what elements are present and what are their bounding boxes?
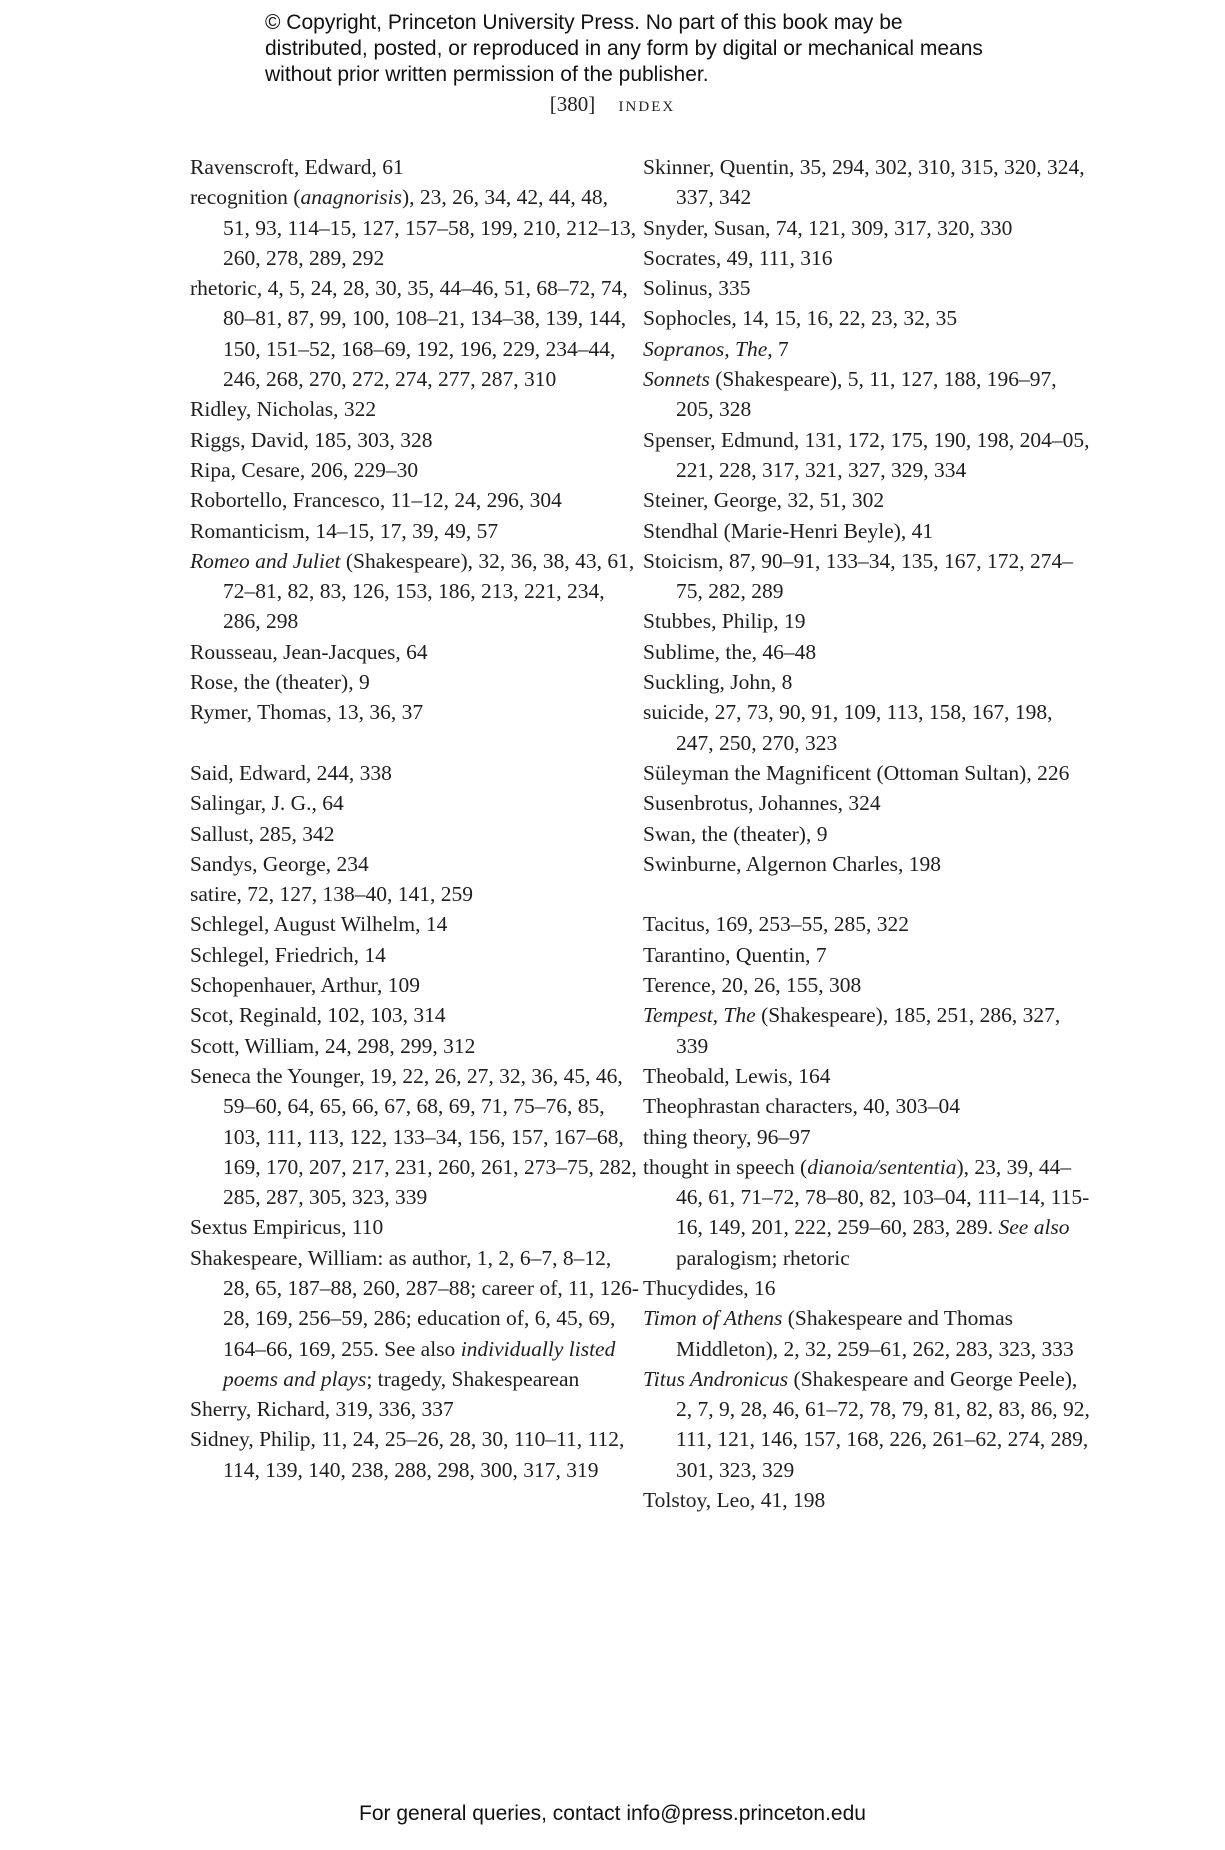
index-entry-text: (Shakespeare), 185, 251, 286, 327, 339 bbox=[676, 1003, 1061, 1058]
index-entry-text: ), 23, 26, 34, 42, 44, 48, 51, 93, 114–15, 127, 157–58, 199, 210, 212–13, 260, 278, 289, 292 bbox=[223, 185, 637, 270]
index-entry-text: Said, Edward, 244, 338 bbox=[190, 760, 392, 785]
section-title: index bbox=[618, 92, 676, 116]
index-entry-text: Stubbes, Philip, 19 bbox=[643, 609, 806, 634]
index-entry-text: Solinus, 335 bbox=[643, 276, 751, 301]
index-entry-text: Terence, 20, 26, 155, 308 bbox=[643, 973, 862, 998]
index-entry-text: paralogism; rhetoric bbox=[676, 1245, 850, 1270]
index-entry bbox=[190, 819, 640, 849]
index-entry-text: Seneca the Younger, 19, 22, 26, 27, 32, 36, 45, 46, 59–60, 64, 65, 66, 67, 68, 69, 71, 75–76, 85, 103, 111, 113, 122, 133–34, 156, 157, 167–68, 169, 170, 207, 217, 231, 260, 261, 273–75, 282, 285, 287, 305, 323, 339 bbox=[190, 1063, 637, 1210]
index-column-right bbox=[643, 152, 1093, 1515]
index-entry bbox=[190, 1000, 640, 1030]
index-entry-italic: Sopranos, The bbox=[643, 336, 768, 361]
index-entry bbox=[190, 637, 640, 667]
index-entry-text: (Shakespeare and George Peele), 2, 7, 9, 28, 46, 61–72, 78, 79, 81, 82, 83, 86, 92, 111, 121, 146, 157, 168, 226, 261–62, 274, 289, 301, 323, 329 bbox=[676, 1366, 1090, 1482]
index-entry bbox=[643, 637, 1093, 667]
index-entry-text: Sandys, George, 234 bbox=[190, 851, 369, 876]
index-entry bbox=[190, 1212, 640, 1242]
index-entry-text: satire, 72, 127, 138–40, 141, 259 bbox=[190, 882, 474, 907]
index-entry-text: Sallust, 285, 342 bbox=[190, 821, 335, 846]
index-entry-text: Swan, the (theater), 9 bbox=[643, 821, 828, 846]
index-entry bbox=[190, 788, 640, 818]
index-entry-text: (Shakespeare), 5, 11, 127, 188, 196–97, 205, 328 bbox=[676, 367, 1057, 422]
index-entry-italic: Tempest, The bbox=[643, 1003, 756, 1028]
index-entry-text: Sidney, Philip, 11, 24, 25–26, 28, 30, 110–11, 112, 114, 139, 140, 238, 288, 298, 300, 317, 319 bbox=[190, 1427, 625, 1482]
index-entry bbox=[643, 849, 1093, 879]
index-entry-text: Tarantino, Quentin, 7 bbox=[643, 942, 827, 967]
index-entry-text: thing theory, 96–97 bbox=[643, 1124, 811, 1149]
index-entry-text: Scott, William, 24, 298, 299, 312 bbox=[190, 1033, 476, 1058]
index-entry bbox=[643, 1273, 1093, 1303]
index-entry bbox=[190, 1031, 640, 1061]
index-entry bbox=[643, 940, 1093, 970]
index-entry-text: Riggs, David, 185, 303, 328 bbox=[190, 427, 433, 452]
index-entry bbox=[190, 849, 640, 879]
index-entry bbox=[190, 485, 640, 515]
index-entry-text: Socrates, 49, 111, 316 bbox=[643, 245, 833, 270]
index-entry bbox=[643, 697, 1093, 758]
index-entry-text: Tolstoy, Leo, 41, 198 bbox=[643, 1488, 826, 1513]
index-entry bbox=[643, 364, 1093, 425]
index-entry-text: , 7 bbox=[767, 336, 789, 361]
index-entry-text: Rousseau, Jean-Jacques, 64 bbox=[190, 639, 428, 664]
index-entry-italic: anagnorisis bbox=[300, 185, 403, 210]
index-entry bbox=[643, 303, 1093, 333]
index-entry bbox=[190, 940, 640, 970]
index-entry-text: Sherry, Richard, 319, 336, 337 bbox=[190, 1397, 454, 1422]
index-entry bbox=[190, 1394, 640, 1424]
index-entry bbox=[190, 273, 640, 394]
index-entry bbox=[190, 455, 640, 485]
index-entry-text: ; tragedy, Shakespearean bbox=[366, 1366, 580, 1391]
index-entry bbox=[643, 788, 1093, 818]
index-entry bbox=[643, 485, 1093, 515]
index-entry bbox=[190, 394, 640, 424]
index-entry-text: Snyder, Susan, 74, 121, 309, 317, 320, 330 bbox=[643, 215, 1013, 240]
index-entry-italic: See also bbox=[998, 1215, 1070, 1240]
index-entry bbox=[643, 516, 1093, 546]
index-entry-text: Theobald, Lewis, 164 bbox=[643, 1063, 831, 1088]
index-entry bbox=[190, 697, 640, 727]
index-entry-text: Schlegel, Friedrich, 14 bbox=[190, 942, 386, 967]
index-entry bbox=[190, 152, 640, 182]
index-entry bbox=[643, 758, 1093, 788]
index-entry-italic: dianoia/sententia bbox=[807, 1154, 957, 1179]
index-entry-text: Tacitus, 169, 253–55, 285, 322 bbox=[643, 912, 910, 937]
index-entry bbox=[190, 909, 640, 939]
index-entry-italic: individually listed poems and plays bbox=[223, 1336, 616, 1391]
index-entry-text: Spenser, Edmund, 131, 172, 175, 190, 198, 204–05, 221, 228, 317, 321, 327, 329, 334 bbox=[643, 427, 1090, 482]
index-entry-text: thought in speech ( bbox=[643, 1154, 808, 1179]
copyright-notice: © Copyright, Princeton University Press. No part of this book may be distributed, posted, or reproduced in any form by digital or mechanical means without prior written permission of the publisher. bbox=[265, 11, 983, 86]
index-entry-text: (Shakespeare), 32, 36, 38, 43, 61, 72–81, 82, 83, 126, 153, 186, 213, 221, 234, 286, 298 bbox=[223, 548, 635, 634]
index-entry-text: Ridley, Nicholas, 322 bbox=[190, 397, 377, 422]
index-entry-text: Scot, Reginald, 102, 103, 314 bbox=[190, 1003, 446, 1028]
index-entry bbox=[190, 182, 640, 273]
index-entry-text: Süleyman the Magnificent (Ottoman Sultan), 226 bbox=[643, 760, 1070, 785]
index-entry bbox=[190, 1424, 640, 1485]
index-entry-italic: Timon of Athens bbox=[643, 1306, 783, 1331]
index-entry bbox=[190, 425, 640, 455]
running-head bbox=[0, 92, 1225, 117]
index-entry-text: Stoicism, 87, 90–91, 133–34, 135, 167, 172, 274–75, 282, 289 bbox=[643, 548, 1074, 604]
index-entry bbox=[190, 667, 640, 697]
index-entry-text: Shakespeare, William: as author, 1, 2, 6–7, 8–12, 28, 65, 187–88, 260, 287–88; career of, 11, 126-28, 169, 256–59, 286; education of, 6, 45, 69, 164–66, 169, 255. See also bbox=[190, 1245, 639, 1361]
index-entry-text: ), 23, 39, 44–46, 61, 71–72, 78–80, 82, 103–04, 111–14, 115-16, 149, 201, 222, 259–60, 283, 289. bbox=[676, 1154, 1090, 1240]
index-entry-text: Rose, the (theater), 9 bbox=[190, 670, 370, 695]
index-entry-text: Susenbrotus, Johannes, 324 bbox=[643, 791, 881, 816]
index-entry-text: Ripa, Cesare, 206, 229–30 bbox=[190, 457, 419, 482]
index-entry bbox=[643, 334, 1093, 364]
index-entry bbox=[190, 1243, 640, 1394]
index-entry-italic: Titus Andronicus bbox=[643, 1366, 789, 1391]
index-entry-text: Salingar, J. G., 64 bbox=[190, 791, 344, 816]
index-entry bbox=[643, 819, 1093, 849]
index-entry bbox=[643, 1122, 1093, 1152]
index-entry bbox=[643, 546, 1093, 607]
index-entry-text: Theophrastan characters, 40, 303–04 bbox=[643, 1094, 961, 1119]
index-column-left bbox=[190, 152, 640, 1485]
index-entry-italic: Sonnets bbox=[643, 367, 710, 392]
index-entry bbox=[643, 909, 1093, 939]
index-entry bbox=[190, 516, 640, 546]
index-entry-text: Sophocles, 14, 15, 16, 22, 23, 32, 35 bbox=[643, 306, 958, 331]
page-number: [380] bbox=[549, 92, 596, 116]
index-entry bbox=[643, 1000, 1093, 1061]
index-entry-text: Rymer, Thomas, 13, 36, 37 bbox=[190, 700, 424, 725]
index-entry-text: Swinburne, Algernon Charles, 198 bbox=[643, 851, 941, 876]
index-entry-text: Sublime, the, 46–48 bbox=[643, 639, 817, 664]
index-entry bbox=[643, 1091, 1093, 1121]
index-entry-text: recognition ( bbox=[190, 185, 301, 210]
index-entry-text: Stendhal (Marie-Henri Beyle), 41 bbox=[643, 518, 934, 543]
index-entry-text: Skinner, Quentin, 35, 294, 302, 310, 315, 320, 324, 337, 342 bbox=[643, 155, 1085, 210]
index-entry-text: Sextus Empiricus, 110 bbox=[190, 1215, 384, 1240]
index-entry bbox=[190, 546, 640, 637]
index-entry-italic: Romeo and Juliet bbox=[190, 548, 341, 573]
index-entry bbox=[643, 1485, 1093, 1515]
index-entry bbox=[643, 273, 1093, 303]
index-entry bbox=[643, 425, 1093, 486]
index-entry bbox=[643, 243, 1093, 273]
index-entry bbox=[643, 152, 1093, 213]
index-entry-text: Thucydides, 16 bbox=[643, 1275, 776, 1300]
footer-contact: For general queries, contact info@press.princeton.edu bbox=[359, 1802, 866, 1825]
index-entry bbox=[643, 606, 1093, 636]
index-entry-text: Robortello, Francesco, 11–12, 24, 296, 304 bbox=[190, 488, 562, 513]
index-entry-text: Steiner, George, 32, 51, 302 bbox=[643, 488, 885, 513]
index-entry bbox=[643, 1061, 1093, 1091]
index-entry-text: Ravenscroft, Edward, 61 bbox=[190, 155, 404, 179]
index-entry bbox=[643, 1364, 1093, 1485]
index-entry bbox=[643, 970, 1093, 1000]
index-entry-text: Suckling, John, 8 bbox=[643, 670, 793, 695]
index-entry bbox=[643, 667, 1093, 697]
index-entry bbox=[190, 758, 640, 788]
index-entry bbox=[643, 1152, 1093, 1273]
index-entry bbox=[643, 1303, 1093, 1364]
index-entry-text: rhetoric, 4, 5, 24, 28, 30, 35, 44–46, 51, 68–72, 74, 80–81, 87, 99, 100, 108–21, 134–38, 139, 144, 150, 151–52, 168–69, 192, 196, 229, 234–44, 246, 268, 270, 272, 274, 277, 287, 310 bbox=[190, 276, 628, 392]
index-entry-text: suicide, 27, 73, 90, 91, 109, 113, 158, 167, 198, 247, 250, 270, 323 bbox=[643, 700, 1053, 755]
index-entry-text: Romanticism, 14–15, 17, 39, 49, 57 bbox=[190, 518, 499, 543]
index-entry-text: (Shakespeare and Thomas Middleton), 2, 32, 259–61, 262, 283, 323, 333 bbox=[676, 1306, 1074, 1361]
index-entry-text: Schlegel, August Wilhelm, 14 bbox=[190, 912, 448, 937]
index-entry bbox=[190, 970, 640, 1000]
index-entry bbox=[190, 1061, 640, 1212]
index-entry-text: Schopenhauer, Arthur, 109 bbox=[190, 973, 420, 998]
index-entry bbox=[643, 213, 1093, 243]
index-entry bbox=[190, 879, 640, 909]
